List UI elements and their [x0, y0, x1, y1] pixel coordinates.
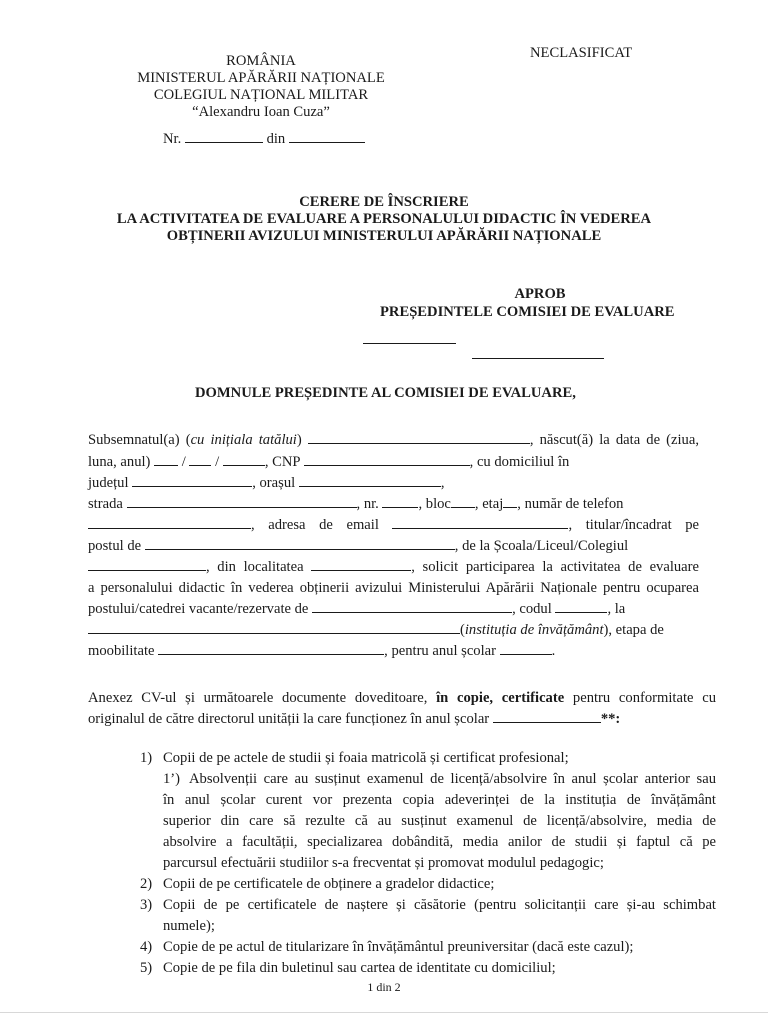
text: ), etapa de [603, 622, 664, 638]
text: ) [296, 432, 302, 448]
text: originalul de către directorul unității la care funcționez în anul școlar [88, 711, 490, 727]
email-blank[interactable] [392, 516, 568, 529]
list-item-1b-line-1: Absolvenții care au susținut examenul de licență/absolvire în anul școlar anterior sau [189, 771, 716, 787]
list-item-3-line-2: numele); [163, 918, 215, 934]
text: , la [607, 601, 626, 617]
list-number: 4) [140, 939, 153, 955]
text-italic: instituția de învățământ [464, 622, 604, 638]
text: , adresa de email [251, 517, 379, 533]
header-college: COLEGIUL NAȚIONAL MILITAR [153, 87, 369, 103]
school-year-blank[interactable] [500, 642, 552, 655]
text: pentru conformitate cu [564, 690, 717, 706]
text: , bloc [418, 496, 451, 512]
city-blank[interactable] [299, 474, 441, 487]
annex-year-blank[interactable] [493, 710, 601, 723]
text: , etaj [474, 496, 504, 512]
header-country: ROMÂNIA [226, 53, 296, 69]
text: / [181, 454, 186, 470]
school-blank[interactable] [88, 558, 206, 571]
title-line-2: LA ACTIVITATEA DE EVALUARE A PERSONALULUI DIDACTIC ÎN VEDEREA [116, 211, 652, 227]
text: , de la Școala/Liceul/Colegiul [454, 538, 629, 554]
body-line-10 [88, 621, 664, 639]
text: , din localitatea [206, 559, 304, 575]
body-line-8 [88, 579, 699, 597]
phone-blank[interactable] [88, 516, 251, 529]
list-number: 1) [140, 750, 153, 766]
text: postul de [88, 538, 142, 554]
text: Anexez CV-ul și următoarele documente doveditoare, [88, 690, 437, 706]
classification-label: NECLASIFICAT [530, 45, 633, 61]
body-line-11 [88, 642, 555, 660]
institution-blank[interactable] [88, 621, 460, 634]
name-blank[interactable] [308, 431, 530, 444]
list-item-1b-line-3: superior din care să rezulte că au susținut examenul de licență/absolvire, media de [163, 813, 716, 829]
list-item-1b-line-5: parcursul efectuării studiilor s-a frecventat și promovat modulul pedagogic; [163, 855, 604, 871]
annex-line-2 [88, 710, 620, 728]
din-label: din [266, 131, 286, 147]
page-number: 1 din 2 [367, 980, 401, 994]
text: , pentru anul școlar [384, 643, 496, 659]
text: moobilitate [88, 643, 155, 659]
cnp-blank[interactable] [304, 453, 470, 466]
salutation: DOMNULE PREȘEDINTE AL COMISIEI DE EVALUARE, [195, 385, 576, 401]
text: , născut(ă) la data de (ziua, [529, 432, 699, 448]
code-blank[interactable] [555, 600, 607, 613]
list-number: 3) [140, 897, 153, 913]
title-line-1: CERERE DE ÎNSCRIERE [299, 194, 469, 210]
list-item-4: Copie de pe actul de titularizare în învățământul preuniversitar (dacă este cazul); [163, 939, 634, 955]
text: , cu domiciliul în [469, 454, 570, 470]
approve-role: PREȘEDINTELE COMISIEI DE EVALUARE [380, 304, 675, 320]
text: , orașul [252, 475, 296, 491]
list-item-1b-line-4: absolvire a facultății, specializarea dobândită, media anilor de studii și faptul că pe [163, 834, 716, 850]
date-blank[interactable] [289, 130, 365, 143]
signature-line-right[interactable] [472, 358, 604, 359]
approve-label: APROB [514, 286, 566, 302]
text: , nr. [356, 496, 379, 512]
floor-blank[interactable] [503, 495, 517, 508]
list-item-2: Copii de pe certificatele de obținere a gradelor didactice; [163, 876, 495, 892]
text: , număr de telefon [517, 496, 624, 512]
text: județul [88, 475, 129, 491]
body-line-3 [88, 474, 444, 492]
annex-line-1 [88, 689, 716, 707]
body-line-7 [88, 558, 699, 576]
text: strada [88, 496, 123, 512]
county-blank[interactable] [132, 474, 252, 487]
text: . [551, 643, 556, 659]
text-bold: în copie, certificate [436, 690, 565, 706]
text: , [440, 475, 445, 491]
signature-line-left[interactable] [363, 343, 456, 344]
header-ministry: MINISTERUL APĂRĂRII NAȚIONALE [137, 70, 385, 86]
street-blank[interactable] [127, 495, 357, 508]
text: Subsemnatul(a) ( [88, 432, 191, 448]
nr-blank[interactable] [185, 130, 263, 143]
list-item-3-line-1: Copii de pe certificatele de naștere și căsătorie (pentru solicitanții care și-au schimbat [163, 897, 716, 913]
title-line-3: OBȚINERII AVIZULUI MINISTERULUI APĂRĂRII NAȚIONALE [166, 228, 602, 244]
block-blank[interactable] [451, 495, 475, 508]
day-blank[interactable] [154, 453, 178, 466]
header-college-name: “Alexandru Ioan Cuza” [192, 104, 330, 120]
text: a personalului didactic în vederea obținerii avizului Ministerului Apărării Naționale pentru ocuparea [88, 580, 699, 596]
mobility-blank[interactable] [158, 642, 384, 655]
body-line-4 [88, 495, 623, 513]
list-number: 2) [140, 876, 153, 892]
registration-line [163, 130, 365, 148]
text-bold: **: [600, 711, 621, 727]
text: , codul [512, 601, 552, 617]
text: , CNP [264, 454, 300, 470]
text: , titular/încadrat pe [568, 517, 699, 533]
month-blank[interactable] [189, 453, 211, 466]
list-number: 5) [140, 960, 153, 976]
body-line-5 [88, 516, 699, 534]
body-line-6 [88, 537, 628, 555]
list-item-5: Copie de pe fila din buletinul sau cartea de identitate cu domiciliul; [163, 960, 556, 976]
text: ( [460, 622, 465, 638]
number-blank[interactable] [382, 495, 418, 508]
body-line-1 [88, 431, 699, 449]
text: , solicit participarea la activitatea de evaluare [411, 559, 699, 575]
list-number: 1’) [163, 771, 181, 787]
specialty-blank[interactable] [312, 600, 512, 613]
text-italic: cu inițiala tatălui [190, 432, 297, 448]
text: / [215, 454, 220, 470]
text: luna, anul) [88, 454, 151, 470]
body-line-2 [88, 453, 569, 471]
year-blank[interactable] [223, 453, 265, 466]
position-blank[interactable] [145, 537, 455, 550]
page-bottom-edge [0, 1012, 768, 1013]
nr-label: Nr. [163, 131, 182, 147]
text: postului/catedrei vacante/rezervate de [88, 601, 309, 617]
locality-blank[interactable] [311, 558, 411, 571]
list-item-1: Copii de pe actele de studii și foaia matricolă și certificat profesional; [163, 750, 569, 766]
body-line-9 [88, 600, 625, 618]
list-item-1b-line-2: în anul școlar curent vor prezenta copia adeverinței de la instituția de învățământ [163, 792, 716, 808]
